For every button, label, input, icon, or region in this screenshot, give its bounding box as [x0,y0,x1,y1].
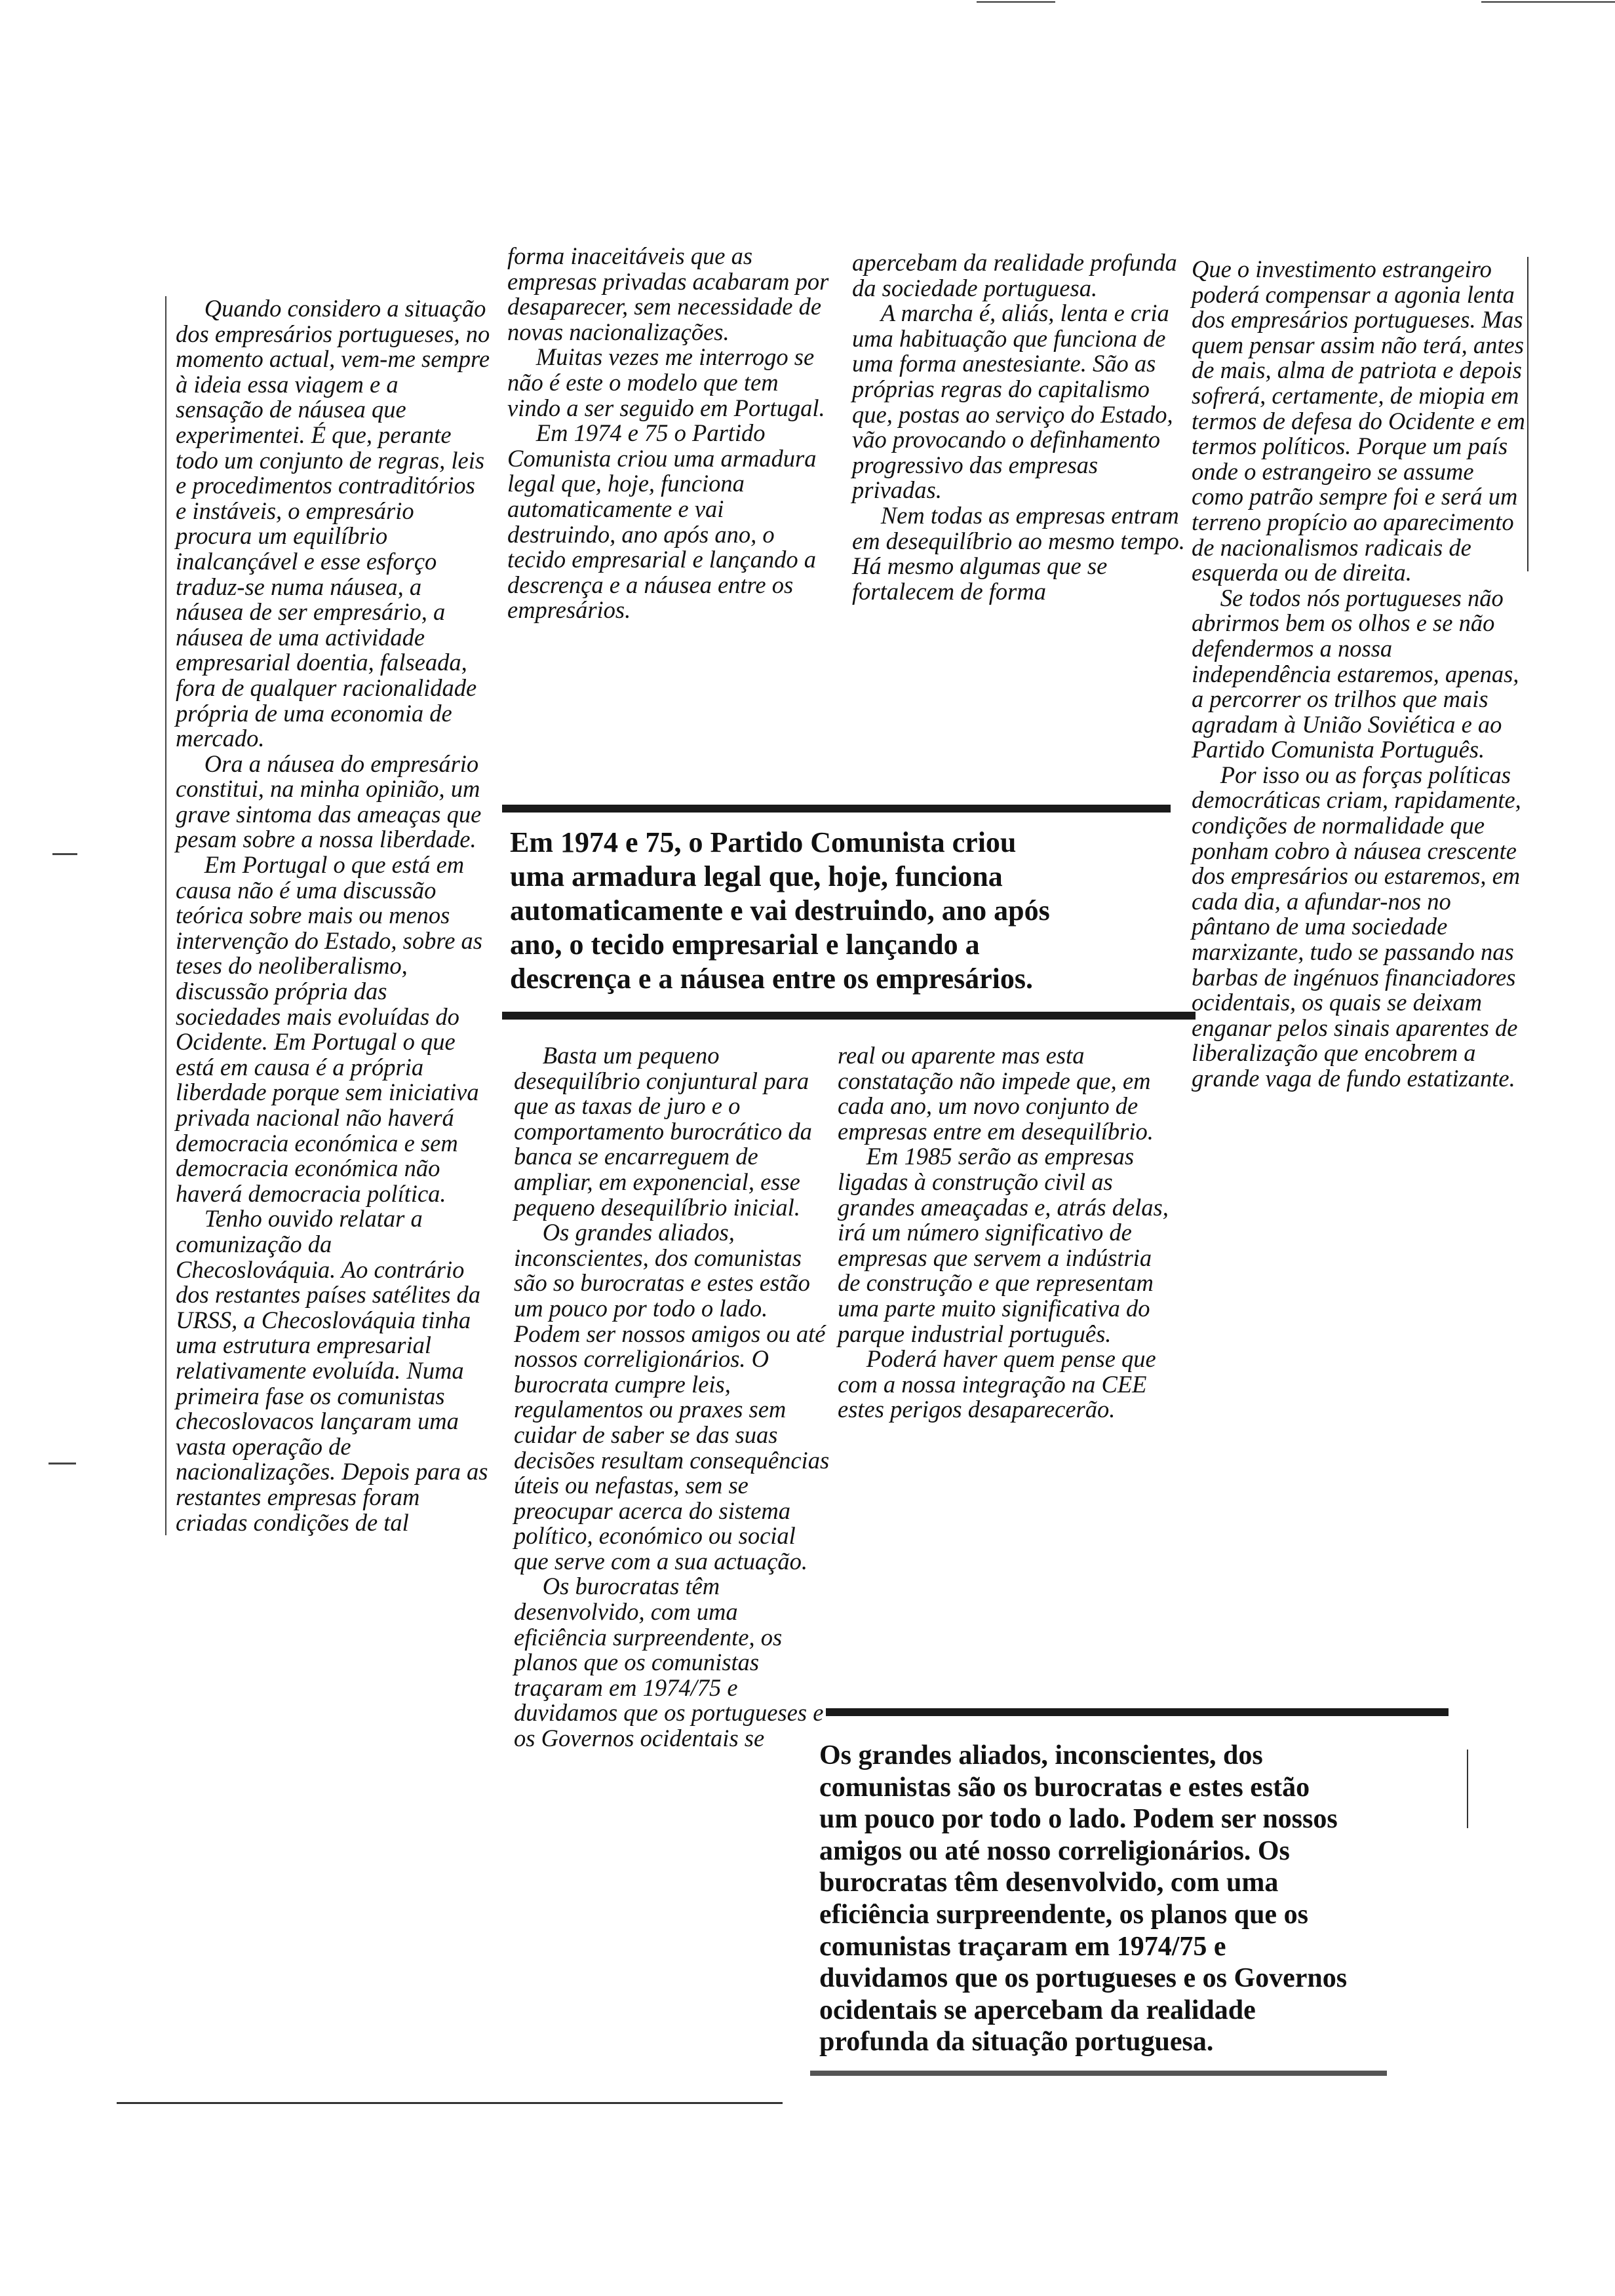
paragraph: Muitas vezes me interrogo se não é este o modelo que tem vindo a ser seguido em Portugal. [507,343,825,421]
pullquote-line: ano, o tecido empresarial e lançando a [510,928,980,961]
paragraph: Por isso ou as forças políticas democráticas criam, rapidamente, condições de normalidade que ponham cobro à náusea crescente dos empresários ou estaremos, em cada dia, a afundar-nos no pântano de uma sociedade marxizante, tudo se passando nas barbas de ingénuos financiadores ocidentais, os quais se deixam enganar pelos sinais aparentes de liberalização que encobrem a grande vaga de fundo estatizante. [1192,761,1521,1092]
paragraph: Nem todas as empresas entram em desequilíbrio ao mesmo tempo. Há mesmo algumas que se fortalecem de forma [852,501,1185,605]
pullquote-line: burocratas têm desenvolvido, com uma [819,1867,1279,1898]
pullquote-line: automaticamente e vai destruindo, ano após [510,894,1050,927]
article-column-4 [1192,257,1526,1092]
right-border [1527,257,1528,571]
paragraph: Ora a náusea do empresário constitui, na minha opinião, um grave sintoma das ameaças que pesam sobre a nossa liberdade. [176,750,482,853]
article-column-1 [165,296,490,1535]
pullquote-line: uma armadura legal que, hoje, funciona [510,860,1003,892]
margin-mark-2 [49,1463,76,1464]
paragraph: real ou aparente mas esta constatação não impede que, em cada ano, um novo conjunto de empresas entre em desequilíbrio. [838,1042,1154,1145]
pullquote-1 [510,826,1050,996]
pullquote-top-rule [502,805,1171,813]
pullquote-line: comunistas são os burocratas e estes estão [819,1772,1310,1803]
pullquote-line: duvidamos que os portugueses e os Governos [819,1963,1348,1994]
pullquote-line: ocidentais se apercebam da realidade [819,1995,1256,2025]
paragraph: forma inaceitáveis que as empresas privadas acabaram por desaparecer, sem necessidade de novas nacionalizações. [507,242,829,345]
paragraph: A marcha é, aliás, lenta e cria uma habituação que funciona de uma forma anestesiante. São as próprias regras do capitalismo que, postas ao serviço do Estado, vão provocando o definhamento progressivo das empresas privadas. [852,299,1173,504]
article-column-2 [507,244,835,623]
pullquote2-top-rule [826,1708,1449,1716]
pullquote-line: profunda da situação portuguesa. [819,2027,1214,2057]
pullquote2-bottom-rule [810,2071,1387,2076]
right-border-lower [1467,1750,1468,1828]
pullquote-2 [819,1740,1347,2058]
pullquote-line: amigos ou até nosso correligionários. Os [819,1835,1290,1866]
paragraph: Poderá haver quem pense que com a nossa integração na CEE estes perigos desaparecerão. [838,1345,1156,1423]
pullquote-bottom-rule [502,1012,1196,1020]
pullquote-line: comunistas traçaram em 1974/75 e [819,1931,1226,1962]
pullquote-line: um pouco por todo o lado. Podem ser nossos [819,1804,1338,1835]
top-right-mark [1481,1,1615,3]
bottom-rule [117,2102,783,2104]
article-column-3 [852,250,1193,604]
pullquote-line: eficiência surpreendente, os planos que os [819,1899,1308,1930]
paragraph: Que o investimento estrangeiro poderá compensar a agonia lenta dos empresários portugueses. Mas quem pensar assim não terá, antes de mais, alma de patriota e depois sofrerá, certamente, de miopia em termos de defesa do Ocidente e em termos políticos. Porque um país onde o estrangeiro se assume como patrão sempre foi e será um terreno propício ao aparecimento de nacionalismos radicais de esquerda ou de direita. [1192,256,1525,586]
paragraph: Os grandes aliados, inconscientes, dos comunistas são so burocratas e estes estão um pouco por todo o lado. Podem ser nossos amigos ou até nossos correligionários. O burocrata cumpre leis, regulamentos ou praxes sem cuidar de saber se das suas decisões resultam consequências úteis ou nefastas, sem se preocupar acerca do sistema político, económico ou social que serve com a sua actuação. [514,1219,830,1575]
paragraph: Em 1974 e 75 o Partido Comunista criou uma armadura legal que, hoje, funciona automaticamente e vai destruindo, ano após ano, o tecido empresarial e lançando a descrença e a náusea entre os empresários. [507,419,817,624]
article-column-6 [838,1043,1177,1423]
paragraph: apercebam da realidade profunda da sociedade portuguesa. [852,249,1177,301]
paragraph: Se todos nós portugueses não abrirmos bem os olhos e se não defendermos a nossa independência estaremos, apenas, a percorrer os trilhos que mais agradam à União Soviética e ao Partido Comunista Português. [1192,584,1519,763]
margin-mark-1 [52,853,77,855]
pullquote-line: Em 1974 e 75, o Partido Comunista criou [510,826,1017,858]
pullquote-line: descrença e a náusea entre os empresários. [510,963,1033,995]
paragraph: Basta um pequeno desequilíbrio conjuntural para que as taxas de juro e o comportamento burocrático da banca se encarreguem de ampliar, em exponencial, esse pequeno desequilíbrio inicial. [514,1042,812,1221]
paragraph: Em Portugal o que está em causa não é uma discussão teórica sobre mais ou menos intervenção do Estado, sobre as teses do neoliberalismo, discussão própria das sociedades mais evoluídas do Ocidente. Em Portugal o que está em causa é a própria liberdade porque sem iniciativa privada nacional não haverá democracia económica e sem democracia económica não haverá democracia política. [176,851,483,1207]
top-mark [977,1,1055,3]
paragraph: Quando considero a situação dos empresários portugueses, no momento actual, vem-me sempre à ideia essa viagem e a sensação de náusea que experimentei. É que, perante todo um conjunto de regras, leis e procedimentos contraditórios e instáveis, o empresário procura um equilíbrio inalcançável e esse esforço traduz-se numa náusea, a náusea de ser empresário, a náusea de uma actividade empresarial doentia, falseada, fora de qualquer racionalidade própria de uma economia de mercado. [176,295,490,752]
pullquote-line: Os grandes aliados, inconscientes, dos [819,1740,1263,1770]
paragraph: Tenho ouvido relatar a comunização da Checoslováquia. Ao contrário dos restantes países satélites da URSS, a Checoslováquia tinha uma estrutura empresarial relativamente evoluída. Numa primeira fase os comunistas checoslovacos lançaram uma vasta operação de nacionalizações. Depois para as restantes empresas foram criadas condições de tal [176,1205,488,1536]
paragraph: Os burocratas têm desenvolvido, com uma eficiência surpreendente, os planos que os comunistas traçaram em 1974/75 e duvidamos que os portugueses e os Governos ocidentais se [514,1573,824,1752]
paragraph: Em 1985 serão as empresas ligadas à construção civil as grandes ameaçadas e, atrás delas, irá um número significativo de empresas que servem a indústria de construção e que representam uma parte muito significativa do parque industrial português. [838,1143,1169,1347]
article-column-5 [514,1043,834,1751]
